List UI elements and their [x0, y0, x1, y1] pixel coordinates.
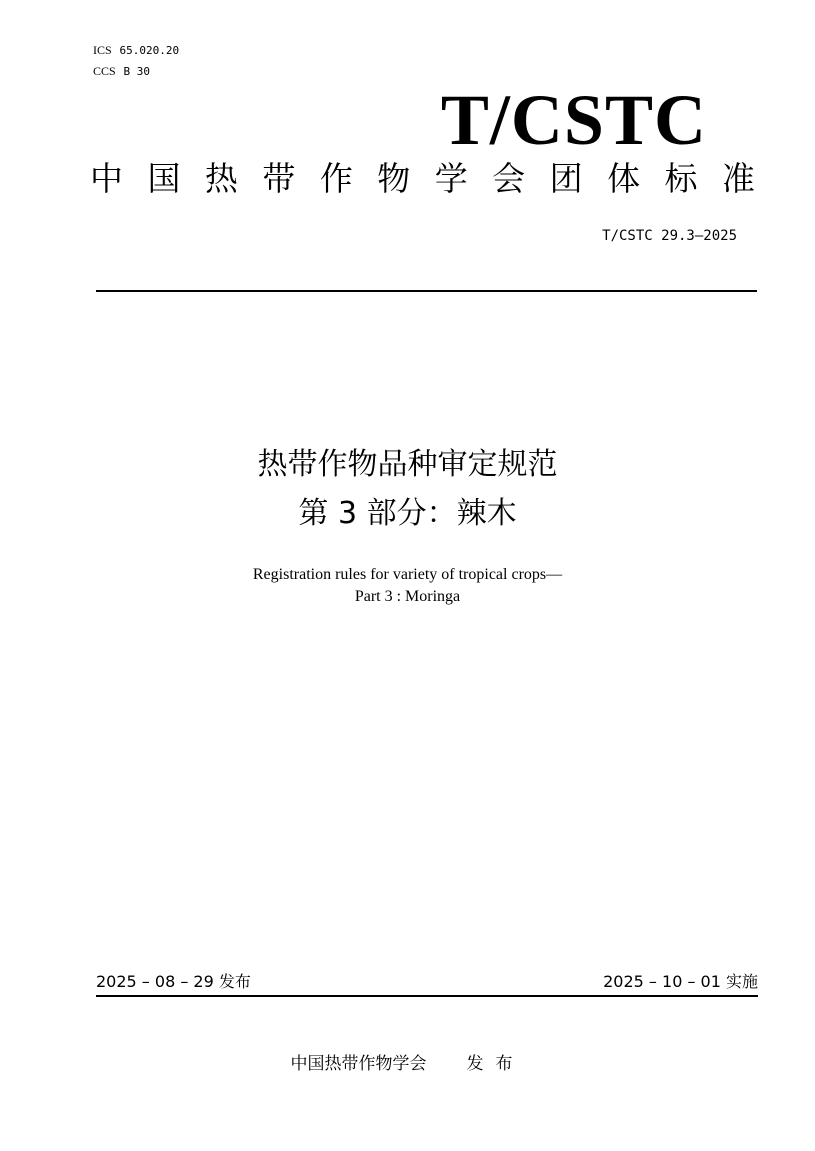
org-char: 体 — [607, 159, 641, 198]
org-char: 带 — [262, 159, 296, 198]
ccs-line — [93, 61, 179, 82]
standard-logo: T/CSTC — [440, 80, 707, 160]
implement-date: 2025 – 10 – 01 实施 — [603, 972, 758, 991]
publish-date: 2025 – 08 – 29 发布 — [96, 972, 251, 991]
org-char: 物 — [377, 159, 411, 198]
ccs-label: CCS — [93, 64, 116, 78]
ics-code: 65.020.20 — [119, 44, 180, 57]
header-divider — [96, 290, 757, 292]
org-char: 会 — [492, 159, 526, 198]
title-en-line1: Registration rules for variety of tropical crops— — [252, 566, 563, 583]
standard-number: T/CSTC 29.3—2025 — [602, 228, 737, 244]
title-cn-line1: 热带作物品种审定规范 — [257, 447, 558, 482]
classification-codes — [93, 40, 179, 82]
ics-line — [93, 40, 179, 61]
publisher-name: 中国热带作物学会 — [290, 1054, 427, 1074]
publisher-verb: 发布 — [466, 1054, 525, 1074]
org-char: 团 — [549, 159, 583, 198]
org-char: 学 — [434, 159, 468, 198]
org-char: 标 — [664, 159, 698, 198]
org-char: 中 — [90, 159, 123, 198]
footer-divider — [96, 995, 758, 997]
publisher-line — [0, 1052, 815, 1076]
org-char: 国 — [147, 159, 181, 198]
title-cn-line2: 第 3 部分：辣木 — [298, 496, 517, 531]
org-char: 作 — [319, 159, 353, 198]
ics-label: ICS — [93, 43, 112, 57]
org-char: 热 — [204, 159, 238, 198]
org-standard-type — [90, 156, 755, 202]
title-en-line2: Part 3 : Moringa — [354, 588, 461, 605]
ccs-code: B 30 — [123, 65, 151, 78]
org-char: 准 — [721, 159, 755, 198]
